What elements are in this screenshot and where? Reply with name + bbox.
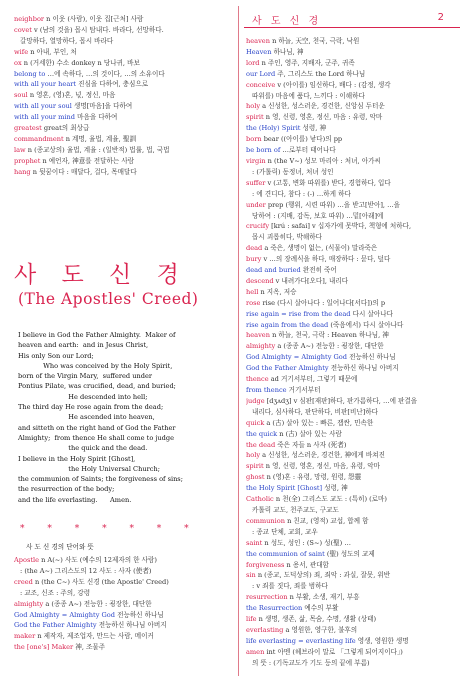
vocab-entry — [246, 320, 462, 331]
vocab-entry — [246, 374, 462, 385]
vocab-term: the quick — [246, 429, 280, 438]
vocab-entry — [246, 581, 462, 592]
vocab-term: heaven — [246, 331, 273, 340]
vocab-term: rose — [246, 298, 263, 307]
vocab-definition: 성령, 神 — [302, 124, 327, 133]
vocab-term: God Almighty = Almighty God — [14, 610, 118, 619]
vocab-term: bury — [246, 255, 264, 264]
vocab-definition: 내리다, 심사하다, 판단하다, 비판[비난]하다 — [252, 407, 379, 416]
vocab-definition: a 영원한, 영구한, 불후의 — [285, 625, 358, 634]
vocab-definition: : (the A~) 그리스도의 12 사도 : 사자 (使者) — [20, 566, 152, 575]
vocab-definition: 생명[마음]을 다하여 — [74, 102, 133, 111]
vocab-definition: n 하늘, 천국, 극락 : Heaven 하나님, 神 — [272, 331, 389, 340]
vocab-term: the communion of saint — [246, 549, 327, 558]
vocab-entry — [246, 592, 462, 603]
vocab-entry — [246, 396, 462, 407]
vocab-entry — [246, 112, 462, 123]
vocab-definition: v (고통, 변화 따위를) 받다, 경험하다, 입다 — [267, 178, 391, 187]
vocab-term: our Lord — [246, 69, 278, 78]
vocab-definition: …에 속하다, …의 것이다, …의 소유이다 — [47, 69, 165, 78]
vocab-definition: v (아이를) 임신하다, 배다 : (감정, 생각 — [277, 80, 391, 89]
vocab-entry — [14, 101, 234, 112]
vocab-term: judge — [246, 396, 267, 405]
vocab-term: Apostle — [14, 556, 42, 564]
vocab-definition: n (종교, 도덕상의) 죄, 죄악 : 과실, 잘못, 위반 — [257, 571, 391, 580]
vocab-term: commandment — [14, 134, 66, 143]
vocab-entry — [14, 123, 234, 134]
vocab-term: God the Father Almighty — [246, 364, 331, 373]
vocab-term: holy — [246, 451, 263, 460]
vocab-definition: n 영, 신령, 영혼, 정신, 마음, 유령, 악마 — [265, 462, 381, 471]
vocab-entry — [246, 167, 462, 178]
vocab-definition: 다시 살아나다 — [352, 309, 393, 318]
vocab-entry — [246, 341, 462, 352]
creed-line: I believe in the Holy Spirit [Ghost], — [18, 454, 136, 463]
vocab-term: rise again = rise from the dead — [246, 309, 353, 318]
vocab-term: the Holy Spirit [Ghost] — [246, 484, 325, 493]
vocab-definition: n 천(全) 그리스도 교도 : (특히) (로마) — [275, 495, 387, 504]
vocab-definition: 주, 그리스도 the Lord 하나님 — [277, 69, 366, 78]
vocab-entry — [14, 69, 234, 80]
vocab-definition: : 에 견디다, 참다 : (-) …하게 하다 — [252, 189, 351, 198]
vocab-term: forgiveness — [246, 560, 287, 569]
vocab-term: lord — [246, 58, 262, 67]
vocab-entry — [14, 36, 234, 47]
vocab-entry — [14, 25, 234, 36]
vocab-entry — [246, 232, 462, 243]
vocab-definition: a (古) 살아 있는 : 빠른, 잽싼, 민속한 — [266, 418, 374, 427]
creed-text — [18, 330, 233, 505]
vocab-term: wife — [14, 47, 31, 56]
vocab-entry — [246, 145, 462, 156]
vocab-term: hang — [14, 167, 33, 176]
vocab-definition: n 성도, 성인 : (S~) 성(聖) … — [264, 538, 351, 547]
vocab-term: almighty — [14, 599, 46, 608]
vocab-entry — [14, 156, 234, 167]
vocab-definition: n (영)혼 : 유령, 망령, 원령, 怨靈 — [266, 473, 362, 482]
vocab-definition: bear ((아이를) 낳다)의 pp — [263, 135, 343, 144]
vocab-entry — [14, 588, 234, 599]
vocab-entry — [246, 636, 462, 647]
vocabulary-list-right — [246, 36, 462, 669]
vocab-term: soul — [14, 91, 30, 100]
vocab-entry — [246, 385, 462, 396]
page-number: 2 — [437, 12, 444, 23]
creed-title-korean: 사 도 신 경 — [14, 262, 188, 288]
vocab-term: be born of — [246, 146, 283, 155]
creed-line: the Holy Universal Church; — [18, 464, 160, 473]
vocab-definition: n (종교상의) 율법, 계율 : (일반적) 법률, 법, 국법 — [27, 145, 170, 154]
vocab-term: conceive — [246, 80, 278, 89]
vocab-entry — [14, 47, 234, 58]
vocab-term: ox — [14, 58, 24, 67]
vocab-definition: 갈망하다, 열망하다, 몹시 바라다 — [20, 36, 114, 45]
vocab-definition: 전능하신 하나님 아버지 — [330, 364, 399, 373]
vocab-definition: 神, 조물주 — [75, 643, 106, 652]
vocab-entry — [246, 178, 462, 189]
vocab-term: the Resurrection — [246, 604, 305, 613]
vocab-term: covet — [14, 25, 35, 34]
vocab-term: maker — [14, 632, 38, 641]
vocab-definition: (聖) 성도의 교제 — [326, 549, 375, 558]
vocab-entry — [246, 603, 462, 614]
vocab-entry — [246, 101, 462, 112]
vocab-definition: 의 뜻 : (기독교도가 기도 등의 끝에 부름) — [252, 658, 370, 667]
vocab-entry — [246, 58, 462, 69]
vocab-entry — [246, 254, 462, 265]
vocab-term: spirit — [246, 113, 266, 122]
vocab-definition: 진심을 다하여, 충심으로 — [78, 80, 149, 89]
vocab-entry — [246, 189, 462, 200]
vocab-entry — [14, 599, 234, 610]
vocab-definition: 완전히 죽어 — [302, 266, 337, 275]
vocab-definition: 전능하신 하나님 — [349, 353, 396, 362]
vocab-entry — [246, 647, 462, 658]
creed-line: born of the Virgin Mary, suffered under — [18, 372, 152, 381]
vocab-entry — [246, 211, 462, 222]
vocab-definition: great의 최상급 — [43, 124, 90, 133]
vocab-entry — [14, 14, 234, 25]
vocab-definition: n (the V~) 성모 마리아 : 처녀, 아가씨 — [267, 156, 381, 165]
vocab-definition: n 예언자, 神意를 전달하는 사람 — [42, 156, 135, 165]
vocab-entry — [14, 90, 234, 101]
vocab-entry — [246, 330, 462, 341]
vocab-definition: …로부터 태어나다 — [282, 146, 336, 155]
vocab-term: belong to — [14, 69, 48, 78]
vocab-term: with all your heart — [14, 80, 79, 89]
vocab-term: resurrection — [246, 593, 290, 602]
vocab-term: amen — [246, 647, 267, 656]
vocab-definition: n (the C~) 사도 신경 (the Apostle' Creed) — [34, 577, 169, 586]
vocab-definition: n 뒷꿈이다 : 매달다, 걸다, 목매달다 — [32, 167, 137, 176]
vocab-definition: a 신성한, 성스러운, 경건한, 신앙심 두터운 — [262, 102, 385, 111]
vocab-term: God Almighty = Almighty God — [246, 353, 350, 362]
creed-line: and the life everlasting. Amen. — [18, 495, 132, 504]
vocab-term: heaven — [246, 37, 273, 45]
vocabulary-list-top — [14, 14, 234, 178]
vocab-definition: 전능하신 하나님 아버지 — [98, 621, 167, 630]
vocab-term: law — [14, 145, 28, 154]
vocab-term: God the Father Almighty — [14, 621, 99, 630]
vocab-entry — [14, 620, 234, 631]
header-title: 사 도 신 경 — [252, 16, 322, 27]
vocab-entry — [14, 610, 234, 621]
vocab-definition: n (거세한) 수소 donkey n 당나귀, 바보 — [23, 58, 140, 67]
vocab-definition: 당하여 : (지배, 감독, 보호 따위) …밑[아래]에 — [252, 211, 384, 220]
vocab-definition: n 영혼, (영)혼, 넋, 정신, 마음 — [29, 91, 116, 100]
vocab-definition: : 교조, 신조 : 주의, 강령 — [20, 588, 91, 597]
header-rule — [244, 27, 460, 28]
vocab-entry — [246, 134, 462, 145]
creed-line: The third day He rose again from the dead; — [18, 403, 164, 412]
star-divider: * * * * * * * — [20, 524, 199, 534]
vocab-entry — [246, 298, 462, 309]
vocab-definition: : 종교 단체, 교회, 교우 — [252, 527, 318, 536]
vocab-term: born — [246, 135, 264, 144]
creed-line: Pontius Pilate, was crucified, dead, and buried; — [18, 382, 176, 391]
vocab-term: dead — [246, 244, 265, 253]
vocab-definition: a 죽은, 생명이 없는, (식물이) 말라죽은 — [264, 244, 378, 253]
vocab-definition: int 아멘 (헤브라이 말로 「그렇게 되어지이다」) — [266, 647, 403, 656]
vocab-definition: n A(~) 사도 (예수의 12제자의 한 사람) — [41, 556, 157, 564]
vocab-definition: 마음을 다하여 — [77, 113, 118, 122]
vocab-term: with all your soul — [14, 102, 74, 111]
vocab-term: crucify — [246, 222, 272, 231]
vocab-entry — [246, 658, 462, 669]
creed-line: I believe in God the Father Almighty. Maker of — [18, 331, 176, 339]
vocab-term: from thence — [246, 386, 289, 394]
vocab-definition: n 계명, 율법, 계율, 聖訓 — [65, 134, 137, 143]
vocab-entry — [14, 167, 234, 178]
vocab-term: dead and buried — [246, 266, 303, 275]
vocab-definition: v (남의 것을) 몹시 탐내다. 바라다, 선망하다. — [34, 25, 164, 34]
vocab-term: the (Holy) Spirit — [246, 124, 303, 133]
vocab-definition: n 지옥, 저승 — [260, 287, 297, 296]
vocab-entry — [246, 625, 462, 636]
column-divider — [238, 6, 239, 676]
vocab-entry — [246, 472, 462, 483]
vocab-term: ghost — [246, 473, 267, 482]
vocab-entry — [246, 276, 462, 287]
vocab-term: virgin — [246, 156, 268, 165]
vocab-definition: n 영, 신령, 영혼, 정신, 마음 : 유령, 악마 — [265, 113, 383, 122]
vocab-definition: n 하늘, 天空, 천국, 극락, 낙원 — [272, 37, 360, 45]
vocab-definition: 성령, 神 — [324, 484, 348, 493]
vocab-entry — [246, 440, 462, 451]
vocab-definition: a 신성한, 성스러운, 경건한, 神에게 바쳐진 — [262, 451, 385, 460]
vocab-entry — [246, 418, 462, 429]
vocab-entry — [246, 287, 462, 298]
vocab-definition: n 이웃 (사람), 이웃 집[근처] 사람 — [46, 15, 144, 23]
vocab-definition: v 내려가다[오다], 내리다 — [275, 276, 349, 285]
vocab-entry — [246, 80, 462, 91]
vocab-term: prophet — [14, 156, 43, 165]
vocab-definition: a (종종 A~) 전능한 : 굉장한, 대단한 — [277, 342, 384, 351]
vocab-term: communion — [246, 516, 288, 525]
vocab-term: rise again from the dead — [246, 320, 331, 329]
vocab-term: hell — [246, 287, 261, 296]
vocab-definition: : (가톨릭) 동정녀, 처녀 성인 — [252, 167, 334, 176]
vocab-definition: n 생명, 생존, 삶, 목숨, 수명, 생활 (상태) — [258, 615, 377, 624]
vocab-term: neighbor — [14, 15, 47, 23]
vocab-term: almighty — [246, 342, 278, 351]
vocab-term: spirit — [246, 462, 266, 471]
vocab-term: the dead — [246, 440, 278, 449]
vocab-definition: n 제작자, 제조업자, 만드는 사람, 메이커 — [37, 632, 154, 641]
vocab-entry — [14, 642, 234, 653]
vocab-term: Catholic — [246, 495, 276, 504]
vocab-entry — [246, 200, 462, 211]
vocab-definition: n 용서, 관대함 — [286, 560, 329, 569]
vocab-entry — [246, 156, 462, 167]
vocab-definition: 카톨릭 교도, 천주교도, 구교도 — [252, 505, 339, 514]
vocab-definition: a (종종 A~) 전능한 : 굉장한, 대단한 — [45, 599, 152, 608]
vocab-entry — [246, 36, 462, 47]
vocab-definition: n 부활, 소생, 재기, 부흥 — [289, 593, 360, 602]
vocab-entry — [14, 577, 234, 588]
vocab-term: life — [246, 615, 259, 624]
vocabulary-subtitle: 사 도 신 경의 단어와 뜻 — [26, 543, 94, 551]
vocab-entry — [14, 566, 234, 577]
vocab-entry — [14, 79, 234, 90]
vocab-term: with all your mind — [14, 113, 78, 122]
vocab-definition: 영생, 영원한 생명 — [357, 636, 409, 645]
vocab-definition: (죽음에서) 다시 살아나다 — [330, 320, 404, 329]
vocabulary-list-bottom — [14, 555, 234, 653]
vocab-entry — [14, 631, 234, 642]
vocab-entry — [246, 47, 462, 58]
vocab-entry — [246, 363, 462, 374]
creed-title-english: (The Apostles' Creed) — [18, 290, 199, 308]
vocab-entry — [246, 516, 462, 527]
vocab-definition: prep (행위, 시련 따위) …을 받고[받아], …을 — [267, 200, 401, 209]
creed-line: He descended into hell; — [18, 392, 148, 401]
vocab-entry — [246, 309, 462, 320]
creed-line: the quick and the dead. — [18, 444, 148, 453]
vocab-definition: [dʒʌdʒ] v 심판[재판]하다, 판가름하다, …에 판결을 — [266, 396, 418, 405]
vocab-entry — [246, 407, 462, 418]
vocab-entry — [246, 243, 462, 254]
vocab-term: descend — [246, 276, 276, 285]
vocab-definition: ad 거기서부터, 그렇기 때문에 — [270, 375, 358, 384]
vocab-term: suffer — [246, 178, 268, 187]
vocab-term: thence — [246, 375, 271, 384]
creed-line: and sitteth on the right hand of God the Father — [18, 423, 176, 432]
creed-line: Who was conceived by the Holy Spirit, — [18, 361, 173, 370]
vocab-definition: n 주인, 영주, 지배자, 군주, 귀족 — [261, 58, 355, 67]
vocab-entry — [14, 134, 234, 145]
vocab-entry — [246, 123, 462, 134]
vocab-definition: n (古) 살아 있는 사람 — [279, 429, 342, 438]
vocab-term: everlasting — [246, 625, 286, 634]
creed-line: the resurrection of the body; — [18, 485, 115, 494]
vocab-entry — [246, 505, 462, 516]
vocab-definition: n 친교, (영적) 교섭, 합께 함 — [287, 516, 369, 525]
creed-line: He ascended into heaven, — [18, 413, 155, 422]
vocab-entry — [246, 494, 462, 505]
vocab-definition: 예수의 부활 — [304, 604, 339, 613]
vocab-term: Heaven — [246, 47, 274, 56]
vocab-term: creed — [14, 577, 35, 586]
vocab-entry — [246, 265, 462, 276]
vocab-entry — [14, 145, 234, 156]
vocab-entry — [246, 527, 462, 538]
vocab-definition: n 아내, 부인, 처 — [30, 47, 77, 56]
vocab-definition: 전능하신 하나님 — [117, 610, 164, 619]
vocab-entry — [246, 429, 462, 440]
vocab-entry — [246, 483, 462, 494]
vocab-definition: : v 죄를 짓다, 죄를 범하다 — [252, 582, 328, 591]
vocab-definition: 하나님, 神 — [273, 47, 304, 56]
vocab-term: sin — [246, 571, 258, 580]
vocab-definition: 죽은 자들 n 사자 (死者) — [277, 440, 347, 449]
vocab-term: greatest — [14, 124, 44, 133]
vocab-entry — [246, 91, 462, 102]
vocab-entry — [246, 549, 462, 560]
vocab-entry — [14, 555, 234, 566]
vocab-entry — [246, 570, 462, 581]
vocab-term: the [one's] Maker — [14, 643, 76, 652]
creed-line: the communion of Saints; the forgiveness of sins; — [18, 475, 183, 484]
vocab-definition: rise (다시 살아나다 : 일어나다[서다])의 p — [262, 298, 386, 307]
vocab-definition: v …의 장례식을 하다, 매장하다 : 묻다, 덮다 — [263, 255, 391, 264]
vocab-definition: 몹시 괴롭히다, 박해하다 — [252, 233, 322, 242]
vocab-term: holy — [246, 102, 263, 111]
creed-line: heaven and earth: and in Jesus Christ, — [18, 341, 149, 350]
vocab-entry — [246, 221, 462, 232]
vocab-term: under — [246, 200, 268, 209]
vocab-definition: [krú : safai] v 십자가에 못박다, 책형에 처하다, — [271, 222, 412, 231]
vocab-entry — [14, 112, 234, 123]
page-header — [244, 12, 460, 26]
vocab-entry — [246, 560, 462, 571]
vocab-definition: 따위를) 마음에 품다, 느끼다 : 이해하다 — [252, 91, 365, 100]
vocab-entry — [246, 352, 462, 363]
vocab-entry — [246, 461, 462, 472]
vocab-definition: 거기서부터 — [288, 386, 321, 394]
vocab-term: saint — [246, 538, 265, 547]
vocab-term: life everlasting = everlasting life — [246, 636, 358, 645]
vocab-entry — [246, 538, 462, 549]
vocab-entry — [246, 69, 462, 80]
vocab-term: quick — [246, 418, 267, 427]
creed-line: Almighty; from thence He shall come to judge — [18, 433, 175, 442]
creed-line: His only Son our Lord; — [18, 351, 94, 360]
vocab-entry — [246, 450, 462, 461]
vocab-entry — [14, 58, 234, 69]
vocab-entry — [246, 614, 462, 625]
